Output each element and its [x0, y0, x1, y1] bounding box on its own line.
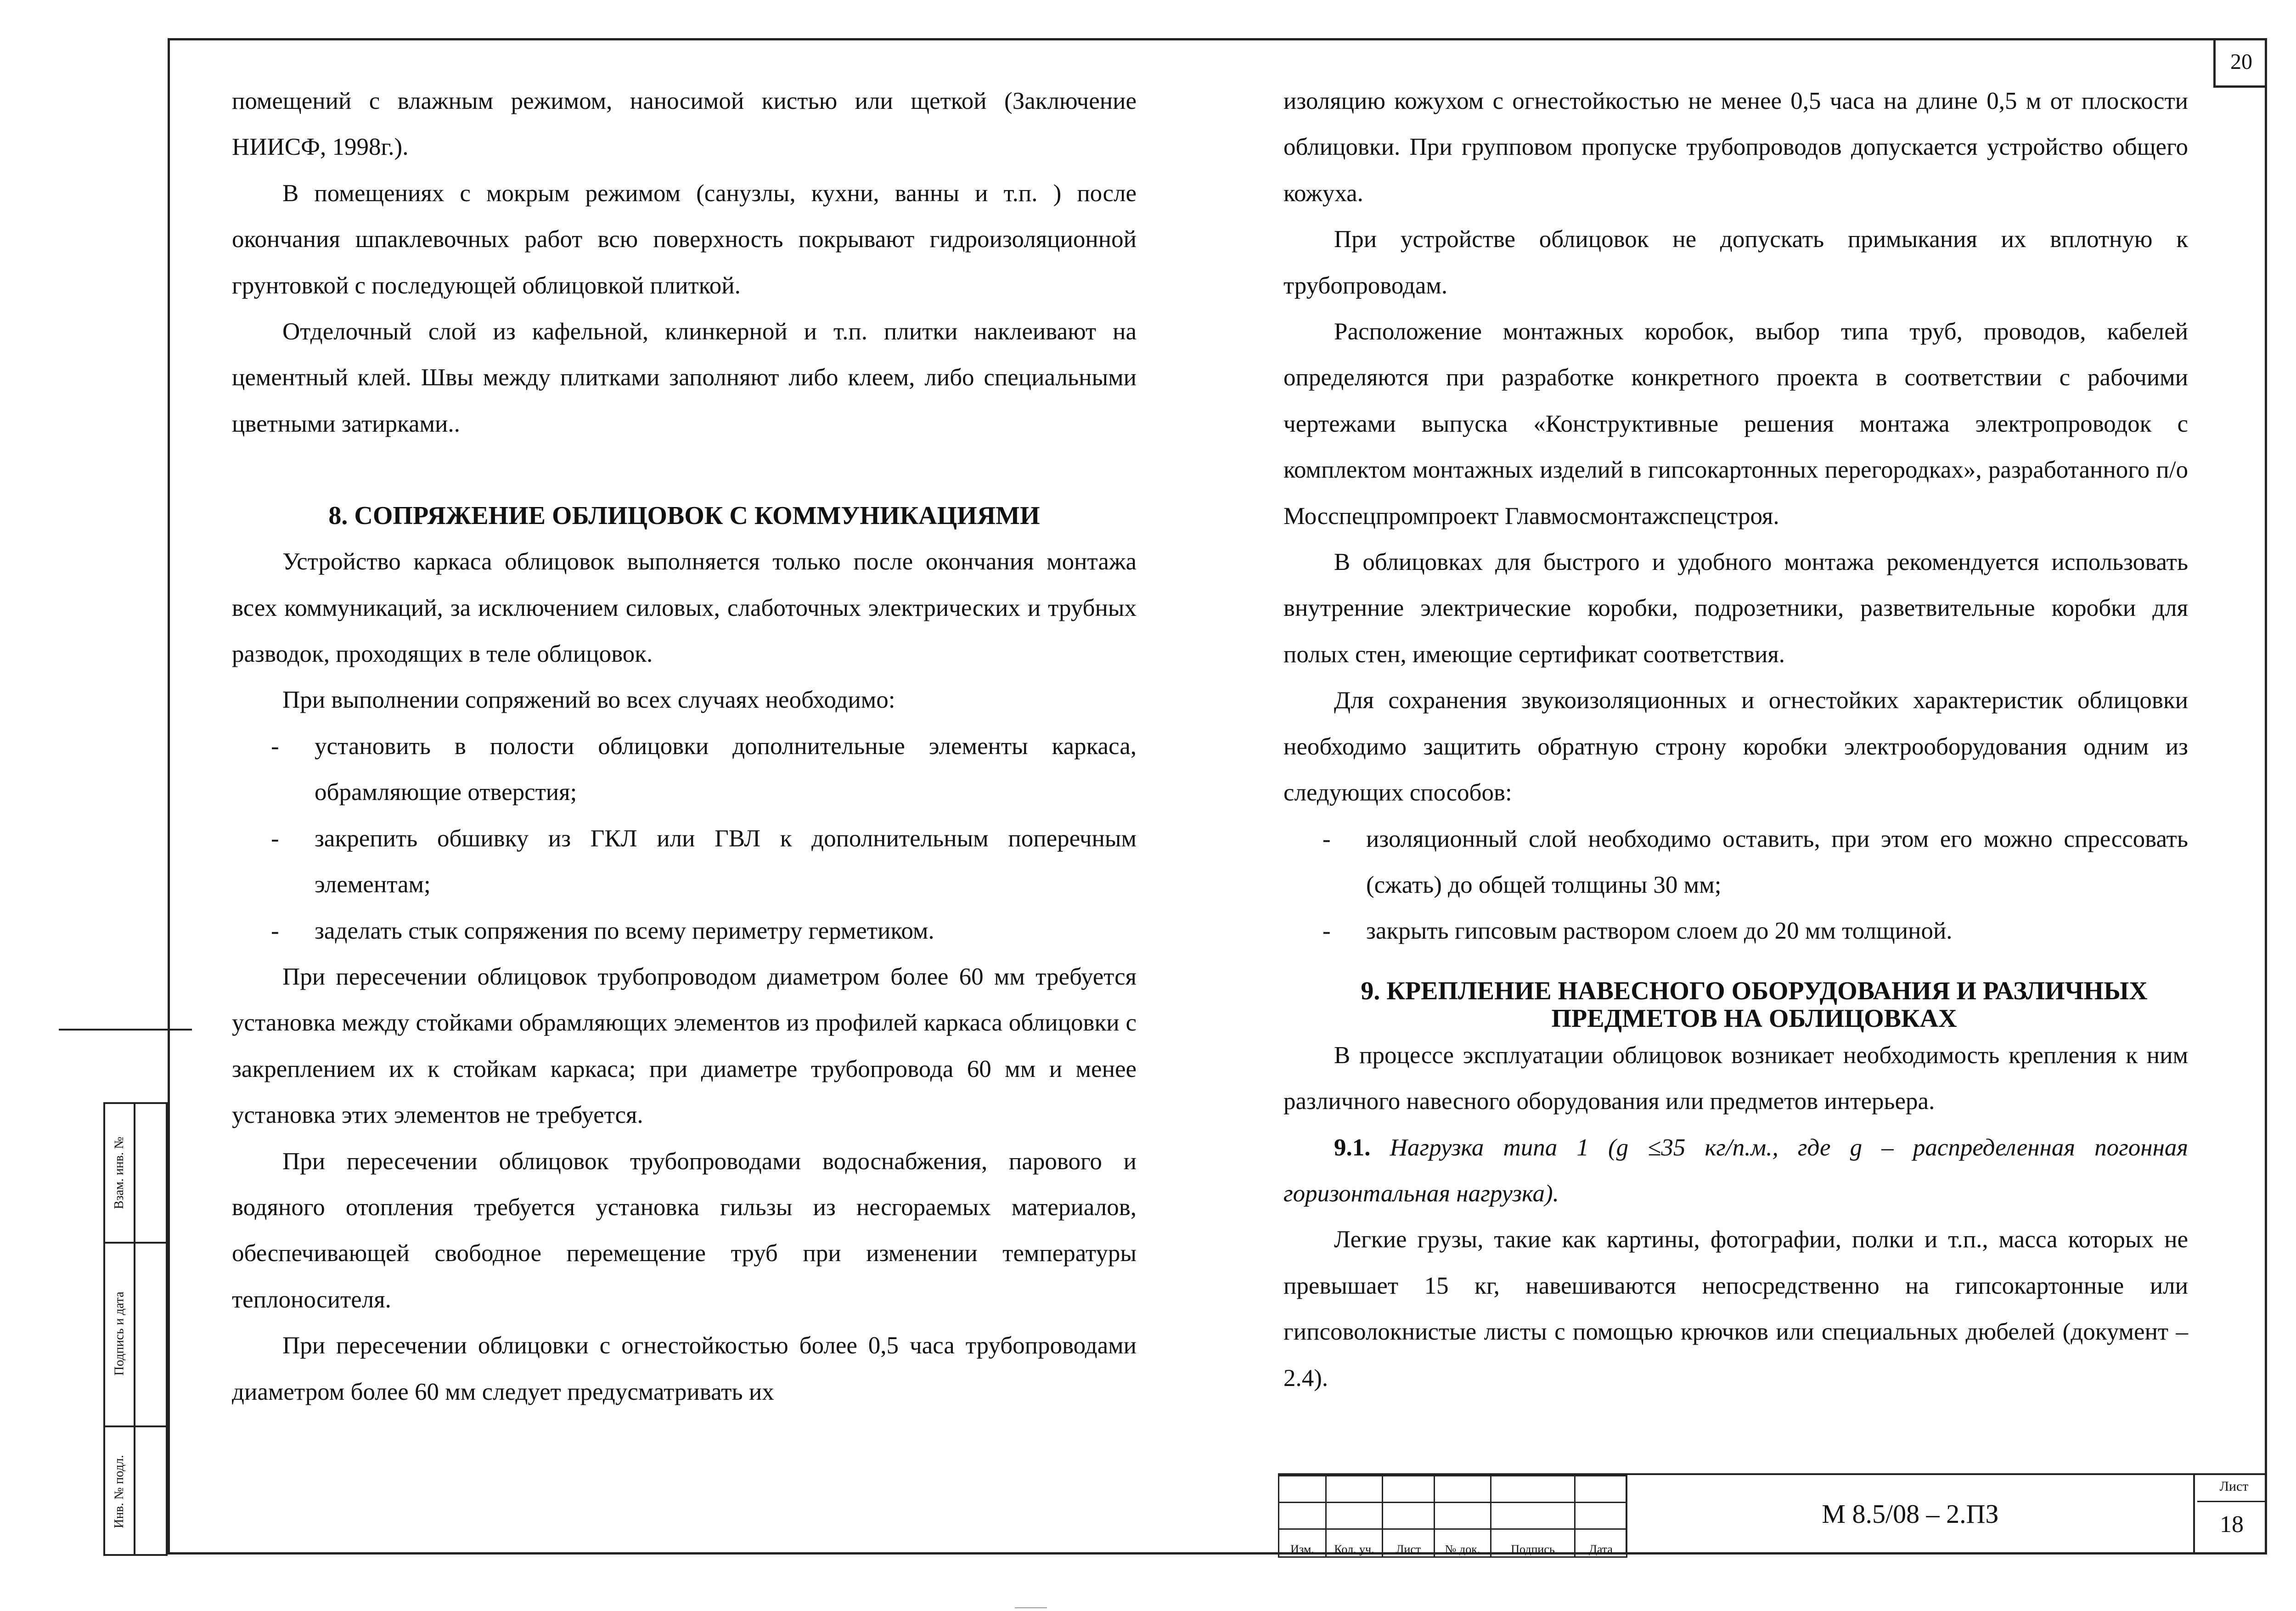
paragraph: Расположение монтажных коробок, выбор типа труб, проводов, кабелей определяются при разработке конкретного проекта в соответствии с рабочими чертежами выпуска «Конструктивные решения монтажа электропроводок с комплектом монтажных изделий в гипсокартонных перегородках», разработанного п/о Мосспецпромпроект Главмосмонтажспецстроя.	[1283, 318, 2188, 529]
list-item: - изоляционный слой необходимо оставить, при этом его можно спрессовать (сжать) до общей толщины 30 мм;	[1322, 825, 2188, 898]
list-item: - заделать стык сопряжения по всему периметру герметиком.	[271, 917, 934, 944]
section-heading-8: 8. СОПРЯЖЕНИЕ ОБЛИЦОВОК С КОММУНИКАЦИЯМИ	[328, 501, 1040, 530]
paragraph: Устройство каркаса облицовок выполняется только после окончания монтажа всех коммуникаций, за исключением силовых, слаботочных электрических и трубных разводок, проходящих в теле облицовок.	[232, 548, 1137, 668]
header-cell: Дата	[1575, 1529, 1627, 1557]
paragraph: При пересечении облицовки с огнестойкостью более 0,5 часа трубопроводами диаметром более 60 мм следует предусматривать их	[232, 1332, 1137, 1405]
side-stamp-divider	[134, 1104, 135, 1554]
paragraph: При пересечении облицовок трубопроводами водоснабжения, парового и водяного отопления требуется установка гильзы из несгораемых материалов, обеспечивающей свободное перемещение труб при изменении температуры теплоносителя.	[232, 1148, 1137, 1313]
section-heading-9: 9. КРЕПЛЕНИЕ НАВЕСНОГО ОБОРУДОВАНИЯ И РАЗЛИЧНЫХ ПРЕДМЕТОВ НА ОБЛИЦОВКАХ	[1361, 976, 2148, 1033]
header-cell: Изм.	[1279, 1529, 1326, 1557]
paragraph: В процессе эксплуатации облицовок возникает необходимость крепления к ним различного навесного оборудования или предметов интерьера.	[1283, 1042, 2188, 1115]
left-column	[232, 78, 1137, 1415]
revision-table	[1278, 1475, 1627, 1558]
paragraph: Для сохранения звукоизоляционных и огнестойких характеристик облицовки необходимо защитить обратную строну коробки электрооборудования одним из следующих способов:	[1283, 687, 2188, 806]
sheet-label: Лист	[2219, 1479, 2249, 1494]
sheet-divider	[2197, 1501, 2266, 1502]
header-cell: Кол. уч.	[1326, 1529, 1383, 1557]
scan-mark	[1015, 1607, 1047, 1608]
paragraph: Легкие грузы, такие как картины, фотографии, полки и т.п., масса которых не превышает 15 кг, навешиваются непосредственно на гипсокартонные или гипсоволокнистые листы с помощью крючков или специальных дюбелей (документ –2.4).	[1283, 1226, 2188, 1391]
document-number: М 8.5/08 – 2.ПЗ	[1626, 1473, 2195, 1555]
header-cell: Подпись	[1491, 1529, 1575, 1557]
side-label-replacement: Взам. инв. №	[112, 1137, 127, 1209]
side-label-signature: Подпись и дата	[112, 1291, 127, 1376]
paragraph: При устройстве облицовок не допускать примыкания их вплотную к трубопроводам.	[1283, 226, 2188, 299]
paragraph: изоляцию кожухом с огнестойкостью не менее 0,5 часа на длине 0,5 м от плоскости облицовки. При групповом пропуске трубопроводов допускается устройство общего кожуха.	[1283, 88, 2188, 207]
side-stamp	[103, 1102, 168, 1556]
paragraph: При пересечении облицовок трубопроводом диаметром более 60 мм требуется установка между стойками обрамляющих элементов из профилей каркаса облицовки с закреплением их к стойкам каркаса; при диаметре трубопровода 60 мм и менее установка этих элементов не требуется.	[232, 963, 1137, 1129]
paragraph: 9.1. Нагрузка типа 1 (g ≤35 кг/п.м., где g – распределенная погонная горизонтальная нагрузка).	[1283, 1134, 2188, 1207]
paragraph: В облицовках для быстрого и удобного монтажа рекомендуется использовать внутренние электрические коробки, подрозетники, разветвительные коробки для полых стен, имеющие сертификат соответствия.	[1283, 549, 2188, 668]
paragraph: Отделочный слой из кафельной, клинкерной и т.п. плитки наклеивают на цементный клей. Швы между плитками заполняют либо клеем, либо специальными цветными затирками..	[232, 318, 1137, 437]
list-item: - закрепить обшивку из ГКЛ или ГВЛ к дополнительным поперечным элементам;	[271, 825, 1137, 898]
side-label-inventory: Инв. № подл.	[112, 1455, 127, 1528]
sheet-number: 18	[2220, 1511, 2244, 1538]
list-item: - установить в полости облицовки дополнительные элементы каркаса, обрамляющие отверстия;	[271, 732, 1137, 806]
list-item: - закрыть гипсовым раствором слоем до 20 мм толщиной.	[1322, 918, 1953, 945]
paragraph: помещений с влажным режимом, наносимой кистью или щеткой (Заключение НИИСФ, 1998г.).	[232, 88, 1137, 161]
paragraph: При выполнении сопряжений во всех случаях необходимо:	[282, 687, 895, 714]
binding-line	[59, 1029, 192, 1031]
header-cell: Лист	[1383, 1529, 1435, 1557]
right-column	[1283, 78, 2188, 1401]
page-number: 20	[2213, 38, 2267, 88]
paragraph: В помещениях с мокрым режимом (санузлы, кухни, ванны и т.п. ) после окончания шпаклевочных работ всю поверхность покрывают гидроизоляционной грунтовкой с последующей облицовкой плиткой.	[232, 180, 1137, 299]
header-cell: № док.	[1435, 1529, 1491, 1557]
